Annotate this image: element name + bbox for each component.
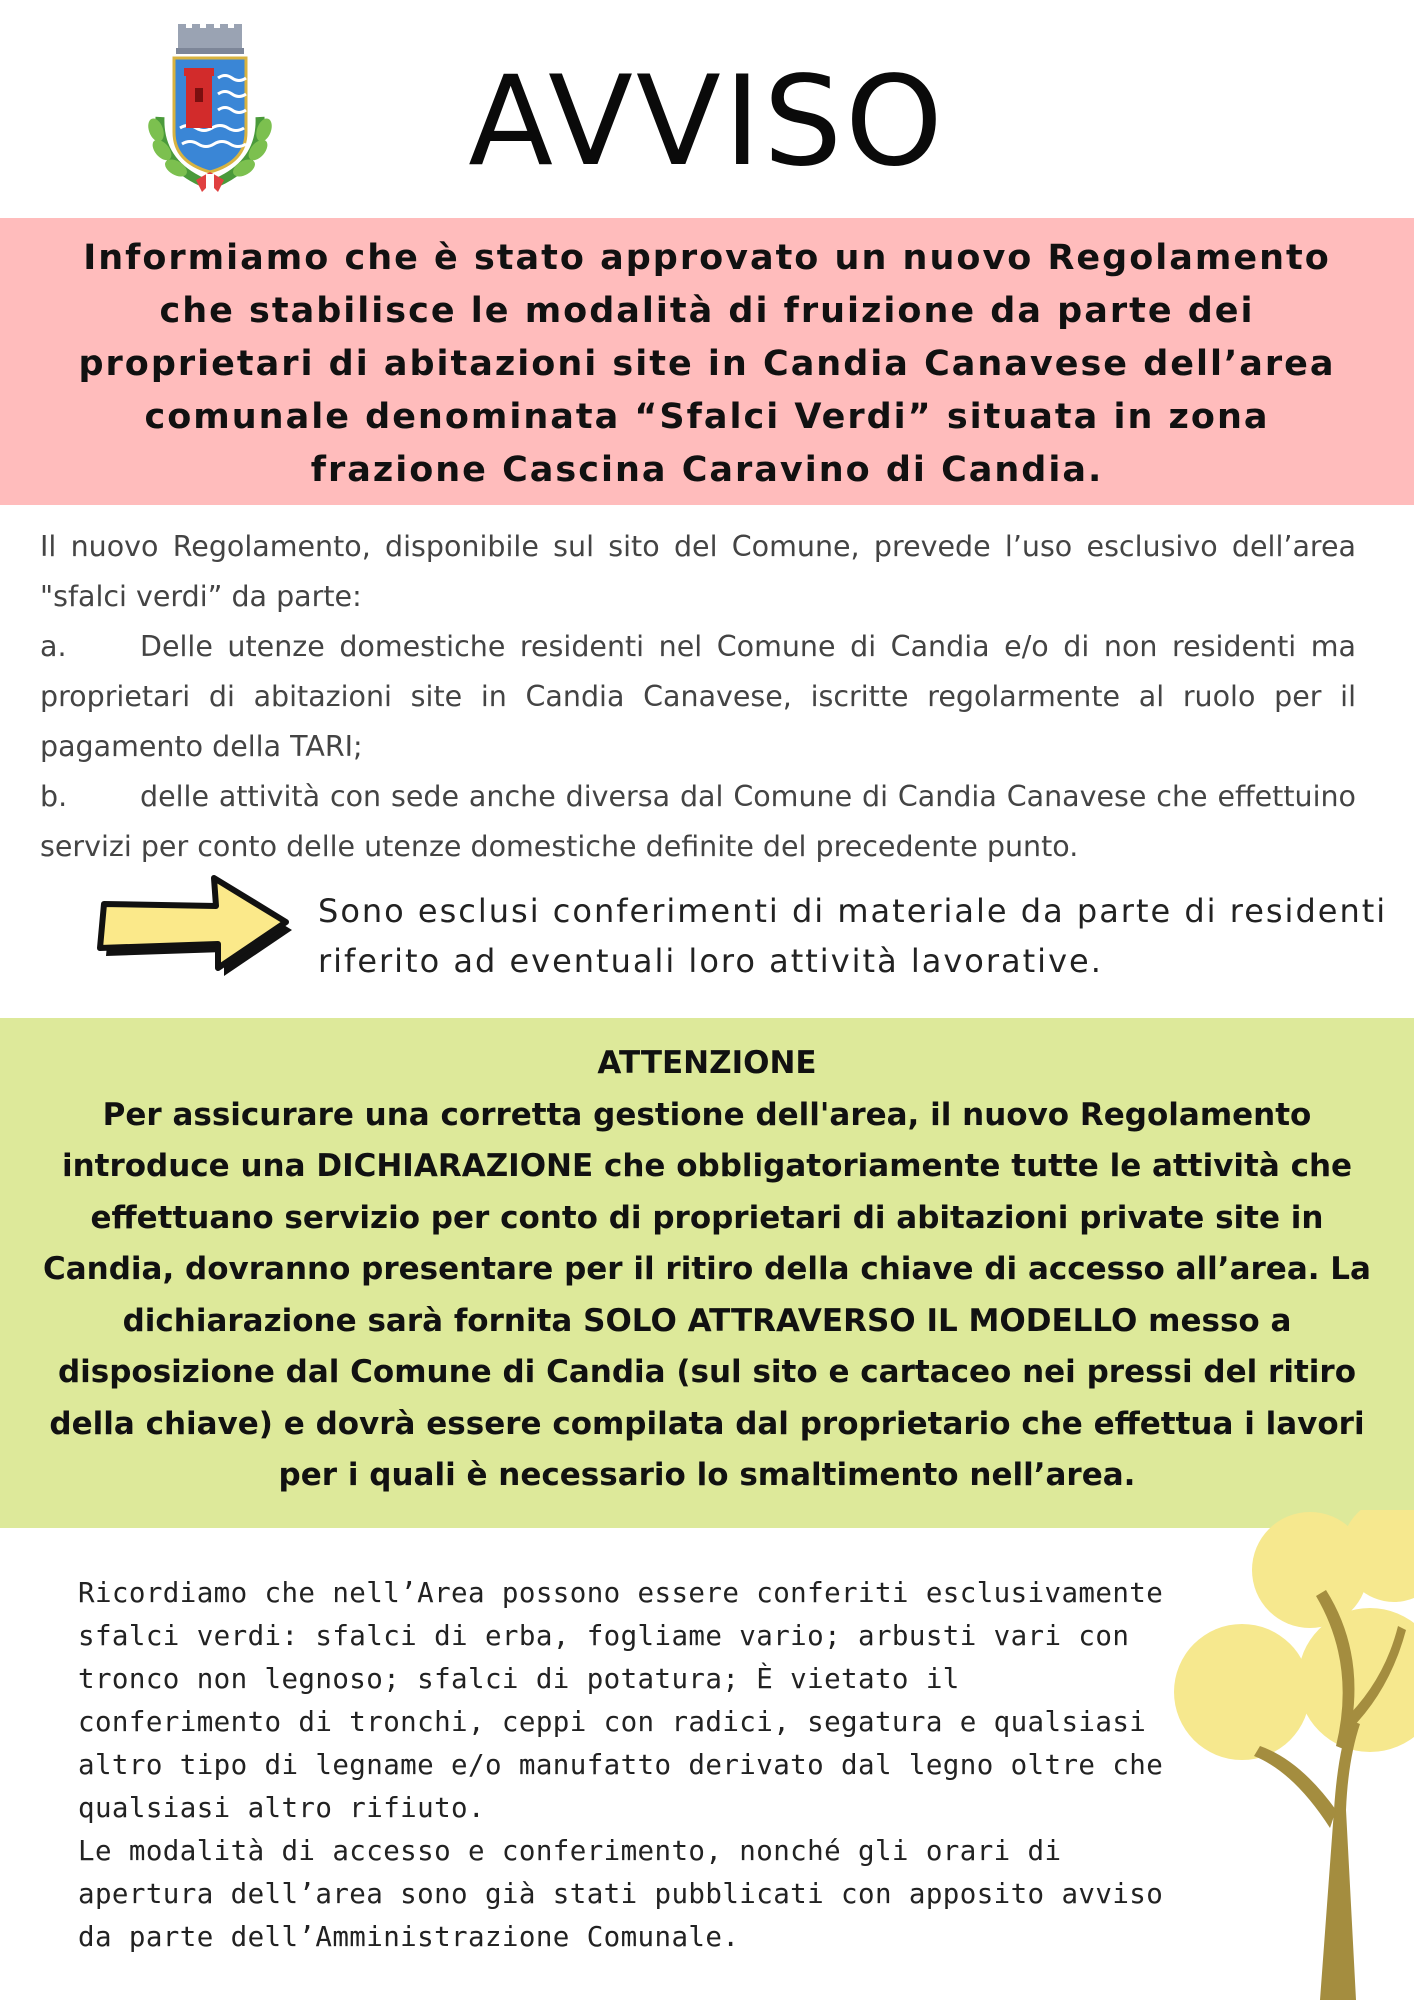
list-item-text: delle attività con sede anche diversa dal Comune di Candia Canavese che effettuino servizi per conto delle utenze domestiche definite del precedente punto.	[40, 780, 1356, 863]
tree-icon	[1170, 1510, 1414, 2000]
attention-text: Per assicurare una corretta gestione dell'area, il nuovo Regolamento introduce una DICHIARAZIONE che obbligatoriamente tutte le attività che effettuano servizio per conto di proprietari di abitazioni private site in Candia, dovranno presentare per il ritiro della chiave di accesso all’area. La dichiarazione sarà fornita SOLO ATTRAVERSO IL MODELLO messo a disposizione dal Comune di Candia (sul sito e cartaceo nei pressi del ritiro della chiave) e dovrà essere compilata dal proprietario che effettua i lavori per i quali è necessario lo smaltimento nell’area.	[43, 1096, 1371, 1493]
list-item-text: Delle utenze domestiche residenti nel Comune di Candia e/o di non residenti ma proprietari di abitazioni site in Candia Canavese, iscritte regolarmente al ruolo per il pagamento della TARI;	[40, 630, 1356, 763]
list-item-label: a.	[40, 630, 67, 663]
regulation-section	[40, 522, 1356, 872]
right-arrow-icon	[96, 872, 300, 984]
list-item	[40, 772, 1356, 872]
reminder-paragraph: Ricordiamo che nell’Area possono essere conferiti esclusivamente sfalci verdi: sfalci di erba, fogliame vario; arbusti vari con tronco non legnoso; sfalci di potatura; È vietato il conferimento di tronchi, ceppi con radici, segatura e qualsiasi altro tipo di legname e/o manufatto derivato dal legno oltre che qualsiasi altro rifiuto.	[78, 1577, 1164, 1824]
intro-text: Informiamo che è stato approvato un nuovo Regolamento che stabilisce le modalità di fruizione da parte dei proprietari di abitazioni site in Candia Canavese dell’area comunale denominata “Sfalci Verdi” situata in zona frazione Cascina Caravino di Candia.	[78, 238, 1336, 490]
page-title: AVVISO	[468, 50, 946, 194]
intro-banner	[0, 218, 1414, 505]
attention-banner	[0, 1018, 1414, 1528]
reminder-section	[78, 1572, 1178, 1959]
reminder-paragraph: Le modalità di accesso e conferimento, nonché gli orari di apertura dell’area sono già stati pubblicati con apposito avviso da parte dell’Amministrazione Comunale.	[78, 1835, 1164, 1953]
attention-heading: ATTENZIONE	[597, 1045, 817, 1081]
list-item-label: b.	[40, 780, 68, 813]
exclusion-note: Sono esclusi conferimenti di materiale da parte di residenti riferito ad eventuali loro attività lavorative.	[318, 892, 1388, 980]
regulation-lead: Il nuovo Regolamento, disponibile sul sito del Comune, prevede l’uso esclusivo dell’area "sfalci verdi” da parte:	[40, 530, 1356, 613]
list-item	[40, 622, 1356, 772]
